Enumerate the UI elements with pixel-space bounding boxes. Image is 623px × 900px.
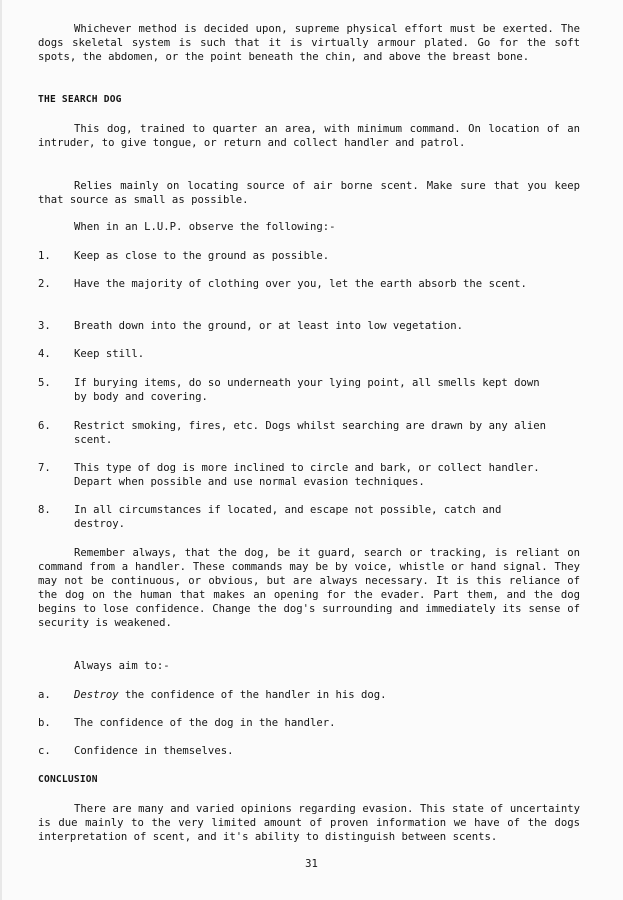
aim-item-letter: a. [38, 689, 51, 701]
list-item-text: Breath down into the ground, or at least into low vegetation. [74, 320, 464, 332]
list-item-number: 6. [38, 420, 51, 432]
list-item-number: 1. [38, 250, 51, 262]
list-item [38, 277, 548, 291]
list-item-text: Keep still. [74, 348, 145, 360]
conclusion-paragraph: There are many and varied opinions regarding evasion. This state of uncertainty is due mainly to the very limited amount of proven information we have of the dogs interpretation of scent, and it's ability to distinguish between scents. [38, 803, 580, 843]
aim-item-letter: b. [38, 717, 51, 729]
list-item-text: Have the majority of clothing over you, let the earth absorb the scent. [74, 278, 527, 290]
list-item-number: 2. [38, 278, 51, 290]
list-item [38, 249, 548, 263]
list-item [38, 419, 548, 447]
aim-item-text: Confidence in themselves. [74, 745, 234, 757]
list-item [38, 503, 548, 531]
conclusion-heading: CONCLUSION [38, 774, 98, 785]
aim-lead: Always aim to:- [74, 660, 170, 672]
reliance-paragraph: Remember always, that the dog, be it guard, search or tracking, is reliant on command from a handler. These commands may be by voice, whistle or hand signal. They may not be continuous, or obvious, but are always necessary. It is this reliance of the dog on the human that makes an opening for the evader. Part them, and the dog begins to lose confidence. Change the dog's surrounding and immediately its sense of security is weakened. [38, 547, 580, 629]
list-item-number: 5. [38, 377, 51, 389]
list-item-number: 4. [38, 348, 51, 360]
list-item-text: If burying items, do so underneath your lying point, all smells kept down by body and covering. [74, 377, 540, 403]
list-item-number: 7. [38, 462, 51, 474]
list-item [38, 461, 548, 489]
list-item-text: Restrict smoking, fires, etc. Dogs whilst searching are drawn by any alien scent. [74, 420, 546, 446]
aim-item-emphasis: Destroy [74, 689, 119, 701]
list-item-text: Keep as close to the ground as possible. [74, 250, 330, 262]
aim-item [38, 744, 548, 758]
aim-item [38, 716, 548, 730]
aim-item-text: the confidence of the handler in his dog. [118, 689, 387, 701]
search-dog-paragraph-2: Relies mainly on locating source of air borne scent. Make sure that you keep that source as small as possible. [38, 180, 580, 206]
intro-paragraph: Whichever method is decided upon, supreme physical effort must be exerted. The dogs skeletal system is such that it is virtually armour plated. Go for the soft spots, the abdomen, or the point beneath the chin, and above the breast bone. [38, 23, 580, 63]
lup-lead: When in an L.U.P. observe the following:- [74, 221, 336, 233]
list-item [38, 319, 548, 333]
aim-item-text: The confidence of the dog in the handler. [74, 717, 336, 729]
list-item-number: 8. [38, 504, 51, 516]
list-item [38, 376, 548, 404]
list-item-text: This type of dog is more inclined to circle and bark, or collect handler. Depart when possible and use normal evasion techniques. [74, 462, 540, 488]
search-dog-heading: THE SEARCH DOG [38, 94, 122, 105]
aim-item-letter: c. [38, 745, 51, 757]
page-edge-shadow [0, 0, 2, 900]
search-dog-paragraph-1: This dog, trained to quarter an area, with minimum command. On location of an intruder, to give tongue, or return and collect handler and patrol. [38, 123, 580, 149]
list-item-text: In all circumstances if located, and escape not possible, catch and destroy. [74, 504, 502, 530]
list-item [38, 347, 548, 361]
page-number: 31 [305, 858, 318, 870]
list-item-number: 3. [38, 320, 51, 332]
aim-item [38, 688, 548, 702]
